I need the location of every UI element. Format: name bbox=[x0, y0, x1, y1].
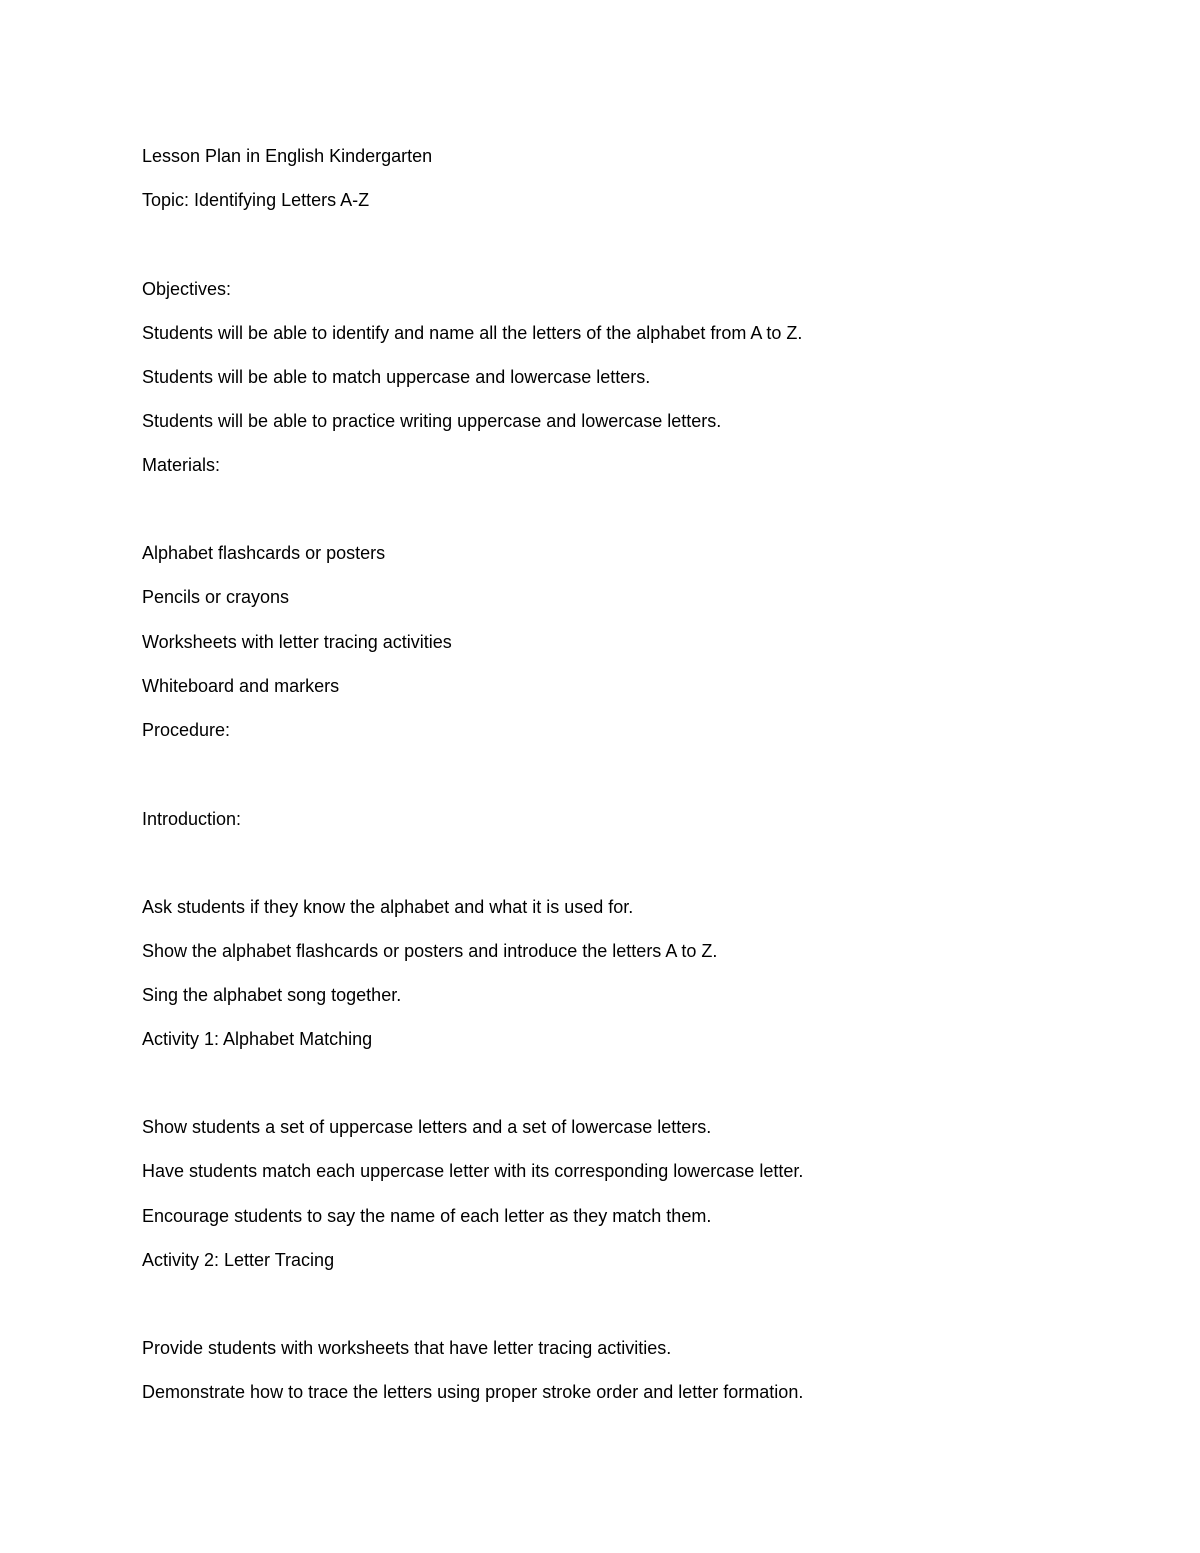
material-item: Pencils or crayons bbox=[142, 587, 290, 607]
introduction-item: Sing the alphabet song together. bbox=[142, 985, 402, 1005]
introduction-item: Ask students if they know the alphabet and what it is used for. bbox=[142, 897, 634, 917]
activity2-item: Provide students with worksheets that have letter tracing activities. bbox=[142, 1338, 672, 1358]
introduction-item: Show the alphabet flashcards or posters and introduce the letters A to Z. bbox=[142, 941, 718, 961]
objective-item: Students will be able to practice writing uppercase and lowercase letters. bbox=[142, 411, 722, 431]
objective-item: Students will be able to identify and name all the letters of the alphabet from A to Z. bbox=[142, 323, 803, 343]
introduction-heading: Introduction: bbox=[142, 809, 242, 829]
document-topic: Topic: Identifying Letters A-Z bbox=[142, 190, 370, 210]
material-item: Alphabet flashcards or posters bbox=[142, 543, 386, 563]
procedure-heading: Procedure: bbox=[142, 720, 231, 740]
materials-heading: Materials: bbox=[142, 455, 221, 475]
objective-item: Students will be able to match uppercase and lowercase letters. bbox=[142, 367, 651, 387]
objectives-heading: Objectives: bbox=[142, 279, 232, 299]
material-item: Whiteboard and markers bbox=[142, 676, 340, 696]
activity1-item: Encourage students to say the name of each letter as they match them. bbox=[142, 1206, 712, 1226]
material-item: Worksheets with letter tracing activities bbox=[142, 632, 452, 652]
activity2-heading: Activity 2: Letter Tracing bbox=[142, 1250, 335, 1270]
activity2-item: Demonstrate how to trace the letters using proper stroke order and letter formation. bbox=[142, 1382, 804, 1402]
activity1-heading: Activity 1: Alphabet Matching bbox=[142, 1029, 373, 1049]
document-title: Lesson Plan in English Kindergarten bbox=[142, 146, 433, 166]
activity1-item: Show students a set of uppercase letters and a set of lowercase letters. bbox=[142, 1117, 712, 1137]
activity1-item: Have students match each uppercase letter with its corresponding lowercase letter. bbox=[142, 1161, 804, 1181]
